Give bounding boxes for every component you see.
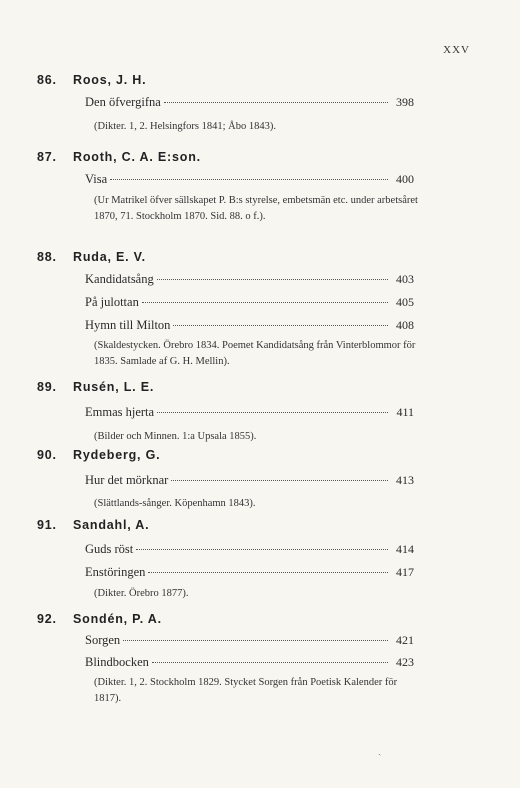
- leader-dots: [148, 572, 388, 573]
- section-number: 92.: [37, 612, 57, 626]
- entry-title: Enstöringen: [85, 565, 146, 579]
- author-name: Sondén, P. A.: [73, 612, 162, 626]
- toc-entry[interactable]: [85, 655, 414, 670]
- entry-title: Kandidatsång: [85, 272, 154, 286]
- leader-dots: [142, 302, 388, 303]
- entry-page: 403: [396, 272, 414, 286]
- section-number: 88.: [37, 250, 57, 264]
- author-name: Rusén, L. E.: [73, 380, 155, 394]
- section-number: 90.: [37, 448, 57, 462]
- author-heading: [37, 612, 162, 626]
- source-note: (Bilder och Minnen. 1:a Upsala 1855).: [94, 431, 257, 442]
- leader-dots: [157, 412, 388, 413]
- author-name: Sandahl, A.: [73, 518, 150, 532]
- entry-title: Sorgen: [85, 633, 121, 647]
- entry-title: På julottan: [85, 295, 139, 309]
- entry-title: Blindbocken: [85, 655, 149, 669]
- leader-dots: [157, 279, 388, 280]
- author-heading: [37, 448, 160, 462]
- toc-entry[interactable]: [85, 272, 414, 287]
- source-note: (Skaldestycken. Örebro 1834. Poemet Kandidatsång från Vinterblommor för 1835. Samlade af G. H. Mellin).: [94, 340, 416, 367]
- author-name: Rooth, C. A. E:son.: [73, 150, 201, 164]
- entry-title: Guds röst: [85, 542, 134, 556]
- source-note: (Dikter. 1, 2. Stockholm 1829. Stycket Sorgen från Poetisk Kalender för 1817).: [94, 677, 398, 704]
- toc-entry[interactable]: [85, 565, 414, 580]
- entry-page: 408: [396, 318, 414, 332]
- author-heading: [37, 73, 146, 87]
- entry-page: 417: [396, 565, 414, 579]
- entry-page: 421: [396, 633, 414, 647]
- source-note: (Ur Matrikel öfver sällskapet P. B:s styrelse, embetsmän etc. under arbetsåret 1870, 71. Stockholm 1870. Sid. 88. o f.).: [94, 195, 418, 222]
- leader-dots: [110, 179, 388, 180]
- entry-title: Den öfvergifna: [85, 95, 161, 109]
- author-name: Ruda, E. V.: [73, 250, 146, 264]
- leader-dots: [136, 549, 388, 550]
- entry-page: 413: [396, 473, 414, 487]
- author-name: Rydeberg, G.: [73, 448, 161, 462]
- leader-dots: [171, 480, 388, 481]
- entry-page: 411: [396, 405, 414, 419]
- leader-dots: [164, 102, 388, 103]
- author-heading: [37, 150, 201, 164]
- author-heading: [37, 518, 149, 532]
- entry-page: 398: [396, 95, 414, 109]
- entry-page: 405: [396, 295, 414, 309]
- entry-title: Emmas hjerta: [85, 405, 155, 419]
- toc-entry[interactable]: [85, 405, 414, 420]
- entry-title: Hur det mörknar: [85, 473, 169, 487]
- source-note: (Slättlands-sånger. Köpenhamn 1843).: [94, 498, 256, 509]
- leader-dots: [173, 325, 388, 326]
- toc-entry[interactable]: [85, 318, 414, 333]
- ink-mark: ˏ: [378, 745, 382, 756]
- toc-entry[interactable]: [85, 95, 414, 110]
- toc-entry[interactable]: [85, 295, 414, 310]
- entry-page: 423: [396, 655, 414, 669]
- leader-dots: [123, 640, 388, 641]
- source-note: (Dikter. 1, 2. Helsingfors 1841; Åbo 1843).: [94, 121, 276, 132]
- entry-title: Visa: [85, 172, 108, 186]
- toc-entry[interactable]: [85, 172, 414, 187]
- entry-page: 400: [396, 172, 414, 186]
- section-number: 86.: [37, 73, 57, 87]
- entry-page: 414: [396, 542, 414, 556]
- author-name: Roos, J. H.: [73, 73, 147, 87]
- page-number: XXV: [443, 44, 470, 56]
- section-number: 87.: [37, 150, 57, 164]
- source-note: (Dikter. Örebro 1877).: [94, 588, 189, 599]
- toc-entry[interactable]: [85, 473, 414, 488]
- entry-title: Hymn till Milton: [85, 318, 171, 332]
- toc-entry[interactable]: [85, 633, 414, 648]
- toc-entry[interactable]: [85, 542, 414, 557]
- section-number: 89.: [37, 380, 57, 394]
- author-heading: [37, 250, 146, 264]
- author-heading: [37, 380, 154, 394]
- section-number: 91.: [37, 518, 57, 532]
- leader-dots: [152, 662, 388, 663]
